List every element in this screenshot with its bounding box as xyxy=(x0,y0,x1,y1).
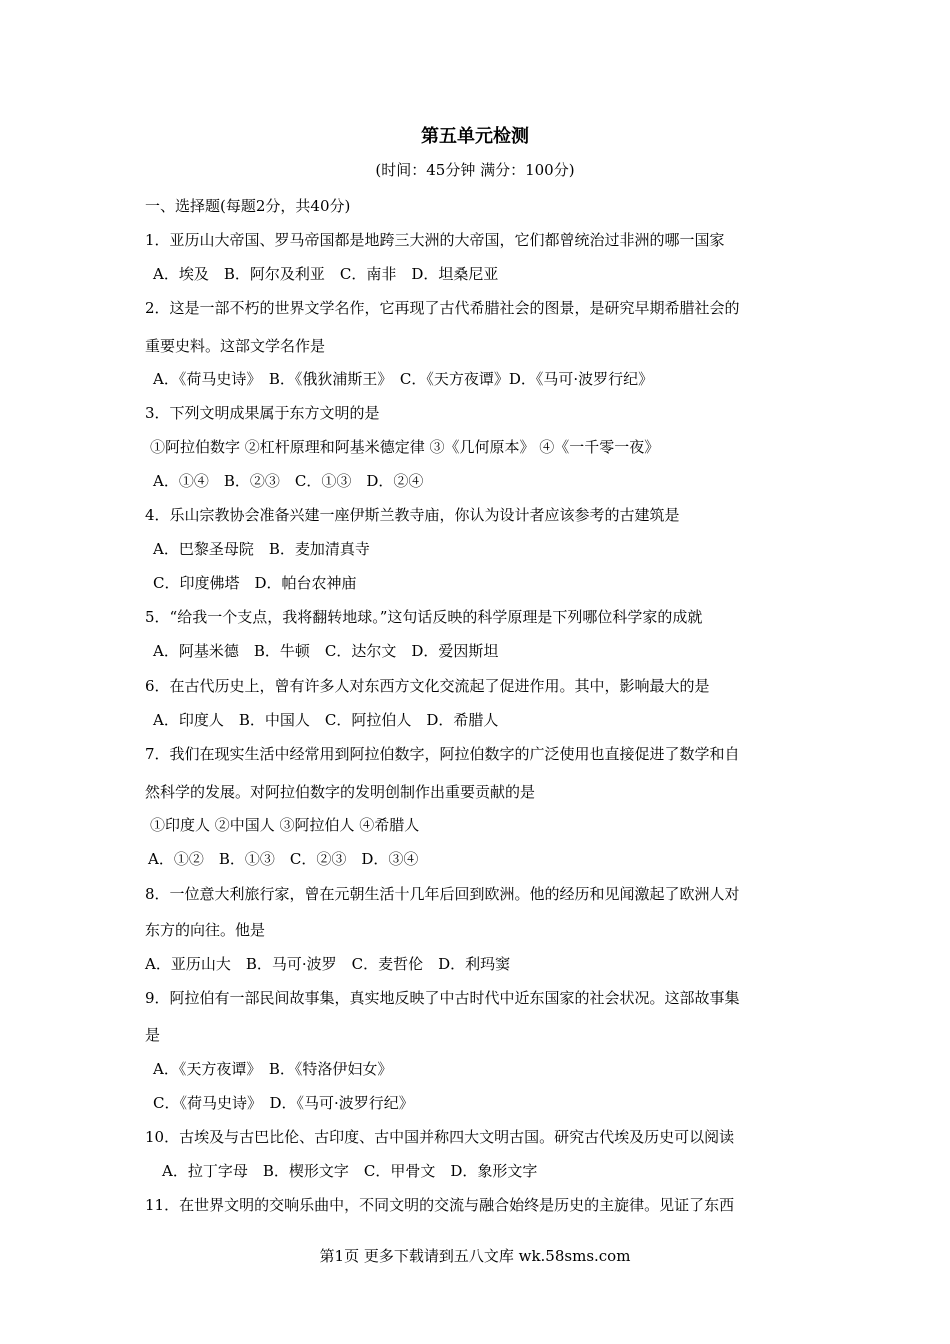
question-3: 3．下列文明成果属于东方文明的是 xyxy=(145,404,380,422)
exam-info: (时间：45分钟 满分：100分) xyxy=(375,161,575,179)
question-6-options: A．印度人 B．中国人 C．阿拉伯人 D．希腊人 xyxy=(153,711,499,729)
question-9-options-b: C．《荷马史诗》 D．《马可·波罗行纪》 xyxy=(153,1094,414,1112)
page-footer: 第1页 更多下载请到五八文库 wk.58sms.com xyxy=(319,1247,631,1265)
question-4-options-a: A．巴黎圣母院 B．麦加清真寺 xyxy=(153,540,370,558)
question-7-options: A．①② B．①③ C．②③ D．③④ xyxy=(148,850,419,868)
question-4: 4．乐山宗教协会准备兴建一座伊斯兰教寺庙，你认为设计者应该参考的古建筑是 xyxy=(145,506,680,524)
question-11: 11．在世界文明的交响乐曲中，不同文明的交流与融合始终是历史的主旋律。见证了东西 xyxy=(145,1196,735,1214)
question-10: 10．古埃及与古巴比伦、古印度、古中国并称四大文明古国。研究古代埃及历史可以阅读 xyxy=(145,1128,735,1146)
question-7: 7．我们在现实生活中经常用到阿拉伯数字，阿拉伯数字的广泛使用也直接促进了数学和自 xyxy=(145,745,740,763)
question-4-options-b: C．印度佛塔 D．帕台农神庙 xyxy=(153,574,357,592)
question-3-items: ①阿拉伯数字 ②杠杆原理和阿基米德定律 ③《几何原本》 ④《一千零一夜》 xyxy=(150,438,660,456)
question-10-options: A．拉丁字母 B．楔形文字 C．甲骨文 D．象形文字 xyxy=(162,1162,538,1180)
question-9-cont: 是 xyxy=(145,1026,161,1044)
question-5: 5．“给我一个支点，我将翻转地球。”这句话反映的科学原理是下列哪位科学家的成就 xyxy=(145,608,703,626)
question-2: 2．这是一部不朽的世界文学名作，它再现了古代希腊社会的图景，是研究早期希腊社会的 xyxy=(145,299,740,317)
question-1-options: A．埃及 B．阿尔及利亚 C．南非 D．坦桑尼亚 xyxy=(153,265,499,283)
question-8-cont: 东方的向往。他是 xyxy=(145,921,266,939)
question-7-cont: 然科学的发展。对阿拉伯数字的发明创制作出重要贡献的是 xyxy=(145,783,536,801)
question-8: 8．一位意大利旅行家，曾在元朝生活十几年后回到欧洲。他的经历和见闻激起了欧洲人对 xyxy=(145,885,740,903)
page-title: 第五单元检测 xyxy=(421,126,529,147)
question-5-options: A．阿基米德 B．牛顿 C．达尔文 D．爱因斯坦 xyxy=(153,642,499,660)
question-9: 9．阿拉伯有一部民间故事集，真实地反映了中古时代中近东国家的社会状况。这部故事集 xyxy=(145,989,740,1007)
question-2-options: A．《荷马史诗》 B．《俄狄浦斯王》 C．《天方夜谭》D．《马可·波罗行纪》 xyxy=(153,370,654,388)
question-3-options: A．①④ B．②③ C．①③ D．②④ xyxy=(153,472,424,490)
question-9-options-a: A．《天方夜谭》 B．《特洛伊妇女》 xyxy=(153,1060,393,1078)
question-7-items: ①印度人 ②中国人 ③阿拉伯人 ④希腊人 xyxy=(150,816,420,834)
question-1: 1．亚历山大帝国、罗马帝国都是地跨三大洲的大帝国，它们都曾统治过非洲的哪一国家 xyxy=(145,231,725,249)
question-6: 6．在古代历史上，曾有许多人对东西方文化交流起了促进作用。其中，影响最大的是 xyxy=(145,677,710,695)
question-2-cont: 重要史料。这部文学名作是 xyxy=(145,337,326,355)
section-heading: 一、选择题(每题2分，共40分) xyxy=(145,197,351,215)
question-8-options: A．亚历山大 B．马可·波罗 C．麦哲伦 D．利玛窦 xyxy=(145,955,511,973)
